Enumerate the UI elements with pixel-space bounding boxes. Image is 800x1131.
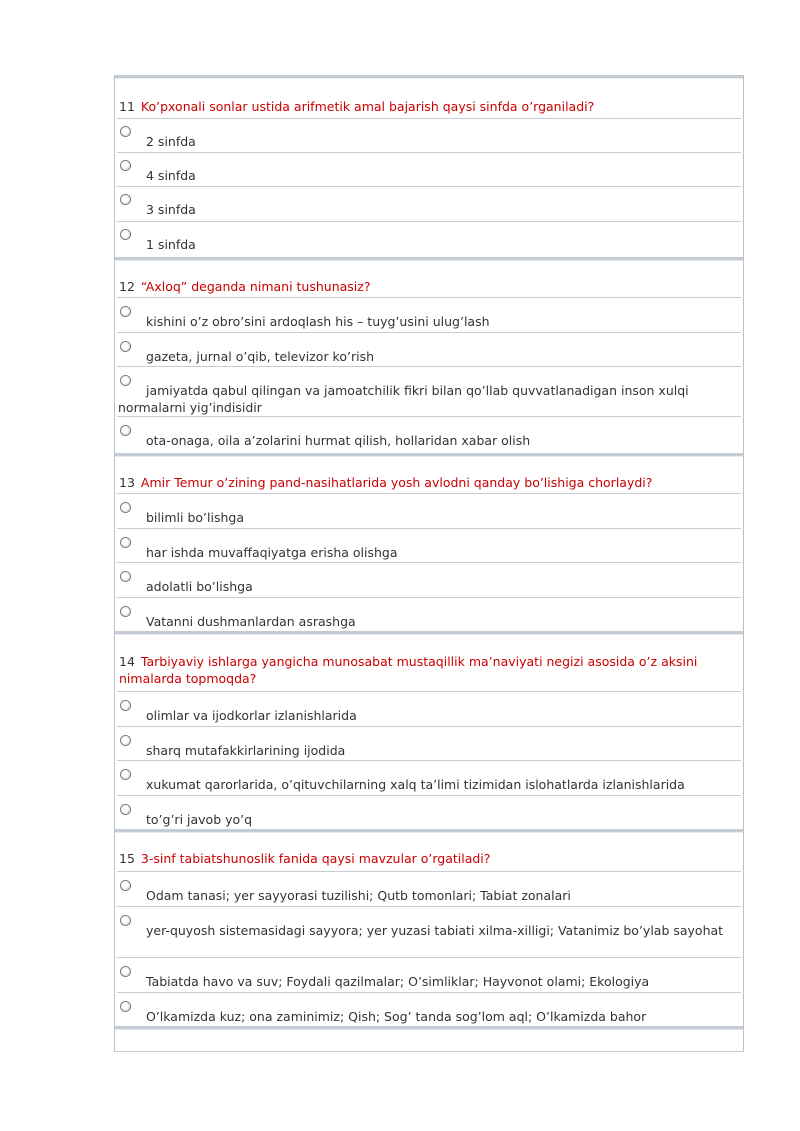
option-label: har ishda muvaffaqiyatga erisha olishga: [146, 545, 398, 560]
question-number: 13: [119, 475, 135, 490]
option-label: Vatanni dushmanlardan asrashga: [146, 614, 356, 629]
answer-option[interactable]: [115, 366, 743, 416]
question-number: 15: [119, 851, 135, 866]
option-label: yer-quyosh sistemasidagi sayyora; yer yuzasi tabiati xilma-xilligi; Vatanimiz bo’ylab sayohat: [146, 923, 724, 938]
answer-option[interactable]: [115, 957, 743, 992]
question-header: [119, 99, 743, 114]
option-label: to’g’ri javob yo’q: [146, 812, 253, 827]
block-separator: [115, 631, 743, 635]
answer-option[interactable]: [115, 795, 743, 829]
answer-option[interactable]: [115, 297, 743, 332]
answer-option[interactable]: [115, 332, 743, 366]
question-number: 12: [119, 279, 135, 294]
option-label: Tabiatda havo va suv; Foydali qazilmalar; O’simliklar; Hayvonot olami; Ekologiya: [146, 974, 650, 989]
question-text: “Axloq” deganda nimani tushunasiz?: [140, 279, 371, 294]
option-label: O’lkamizda kuz; ona zaminimiz; Qish; Sog’ tanda sog’lom aql; O’lkamizda bahor: [146, 1009, 647, 1024]
answer-option[interactable]: [115, 726, 743, 760]
option-label: 1 sinfda: [146, 237, 196, 252]
option-label: 3 sinfda: [146, 202, 196, 217]
option-label: bilimli bo’lishga: [146, 510, 244, 525]
option-label: jamiyatda qabul qilingan va jamoatchilik fikri bilan qo’llab quvvatlanadigan inson xulqi normalarni yig’indisidir: [118, 383, 689, 415]
question-number: 11: [119, 99, 135, 114]
block-separator: [115, 829, 743, 833]
answer-option[interactable]: [115, 152, 743, 186]
option-label: adolatli bo’lishga: [146, 579, 253, 594]
answer-option[interactable]: [115, 221, 743, 255]
answer-option[interactable]: [115, 691, 743, 726]
question-header: [119, 475, 743, 490]
bottom-border: [115, 1051, 743, 1052]
question-header: [119, 279, 743, 294]
answer-option[interactable]: [115, 906, 743, 957]
question-text: Tarbiyaviy ishlarga yangicha munosabat mustaqillik ma’naviyati negizi asosida o’z aksini nimalarda topmoqda?: [119, 654, 698, 686]
option-label: 4 sinfda: [146, 168, 196, 183]
answer-option[interactable]: [115, 760, 743, 795]
question-header: [119, 653, 733, 687]
question-text: 3-sinf tabiatshunoslik fanida qaysi mavzular o’rgatiladi?: [140, 851, 491, 866]
answer-option[interactable]: [115, 186, 743, 221]
option-label: sharq mutafakkirlarining ijodida: [146, 743, 346, 758]
question-text: Amir Temur o’zining pand-nasihatlarida yosh avlodni qanday bo’lishiga chorlaydi?: [140, 475, 653, 490]
option-label: olimlar va ijodkorlar izlanishlarida: [146, 708, 357, 723]
answer-option[interactable]: [115, 493, 743, 528]
option-label: Odam tanasi; yer sayyorasi tuzilishi; Qutb tomonlari; Tabiat zonalari: [146, 888, 571, 903]
block-separator: [115, 453, 743, 457]
question-number: 14: [119, 654, 135, 669]
block-separator: [115, 75, 743, 79]
answer-option[interactable]: [115, 118, 743, 152]
answer-option[interactable]: [115, 416, 743, 450]
answer-option[interactable]: [115, 528, 743, 562]
answer-option[interactable]: [115, 562, 743, 597]
answer-option[interactable]: [115, 871, 743, 906]
option-label: xukumat qarorlarida, o’qituvchilarning xalq ta’limi tizimidan islohatlarda izlanishlarida: [146, 777, 685, 792]
question-text: Ko’pxonali sonlar ustida arifmetik amal bajarish qaysi sinfda o’rganiladi?: [140, 99, 595, 114]
answer-option[interactable]: [115, 597, 743, 631]
option-label: gazeta, jurnal o’qib, televizor ko’rish: [146, 349, 375, 364]
quiz-container: [114, 75, 744, 1052]
option-label: ota-onaga, oila a’zolarini hurmat qilish, hollaridan xabar olish: [146, 433, 531, 448]
option-label: kishini o’z obro’sini ardoqlash his – tuyg’usini ulug’lash: [146, 314, 490, 329]
option-label: 2 sinfda: [146, 134, 196, 149]
block-separator: [115, 1026, 743, 1030]
block-separator: [115, 257, 743, 261]
question-header: [119, 851, 743, 866]
answer-option[interactable]: [115, 992, 743, 1026]
